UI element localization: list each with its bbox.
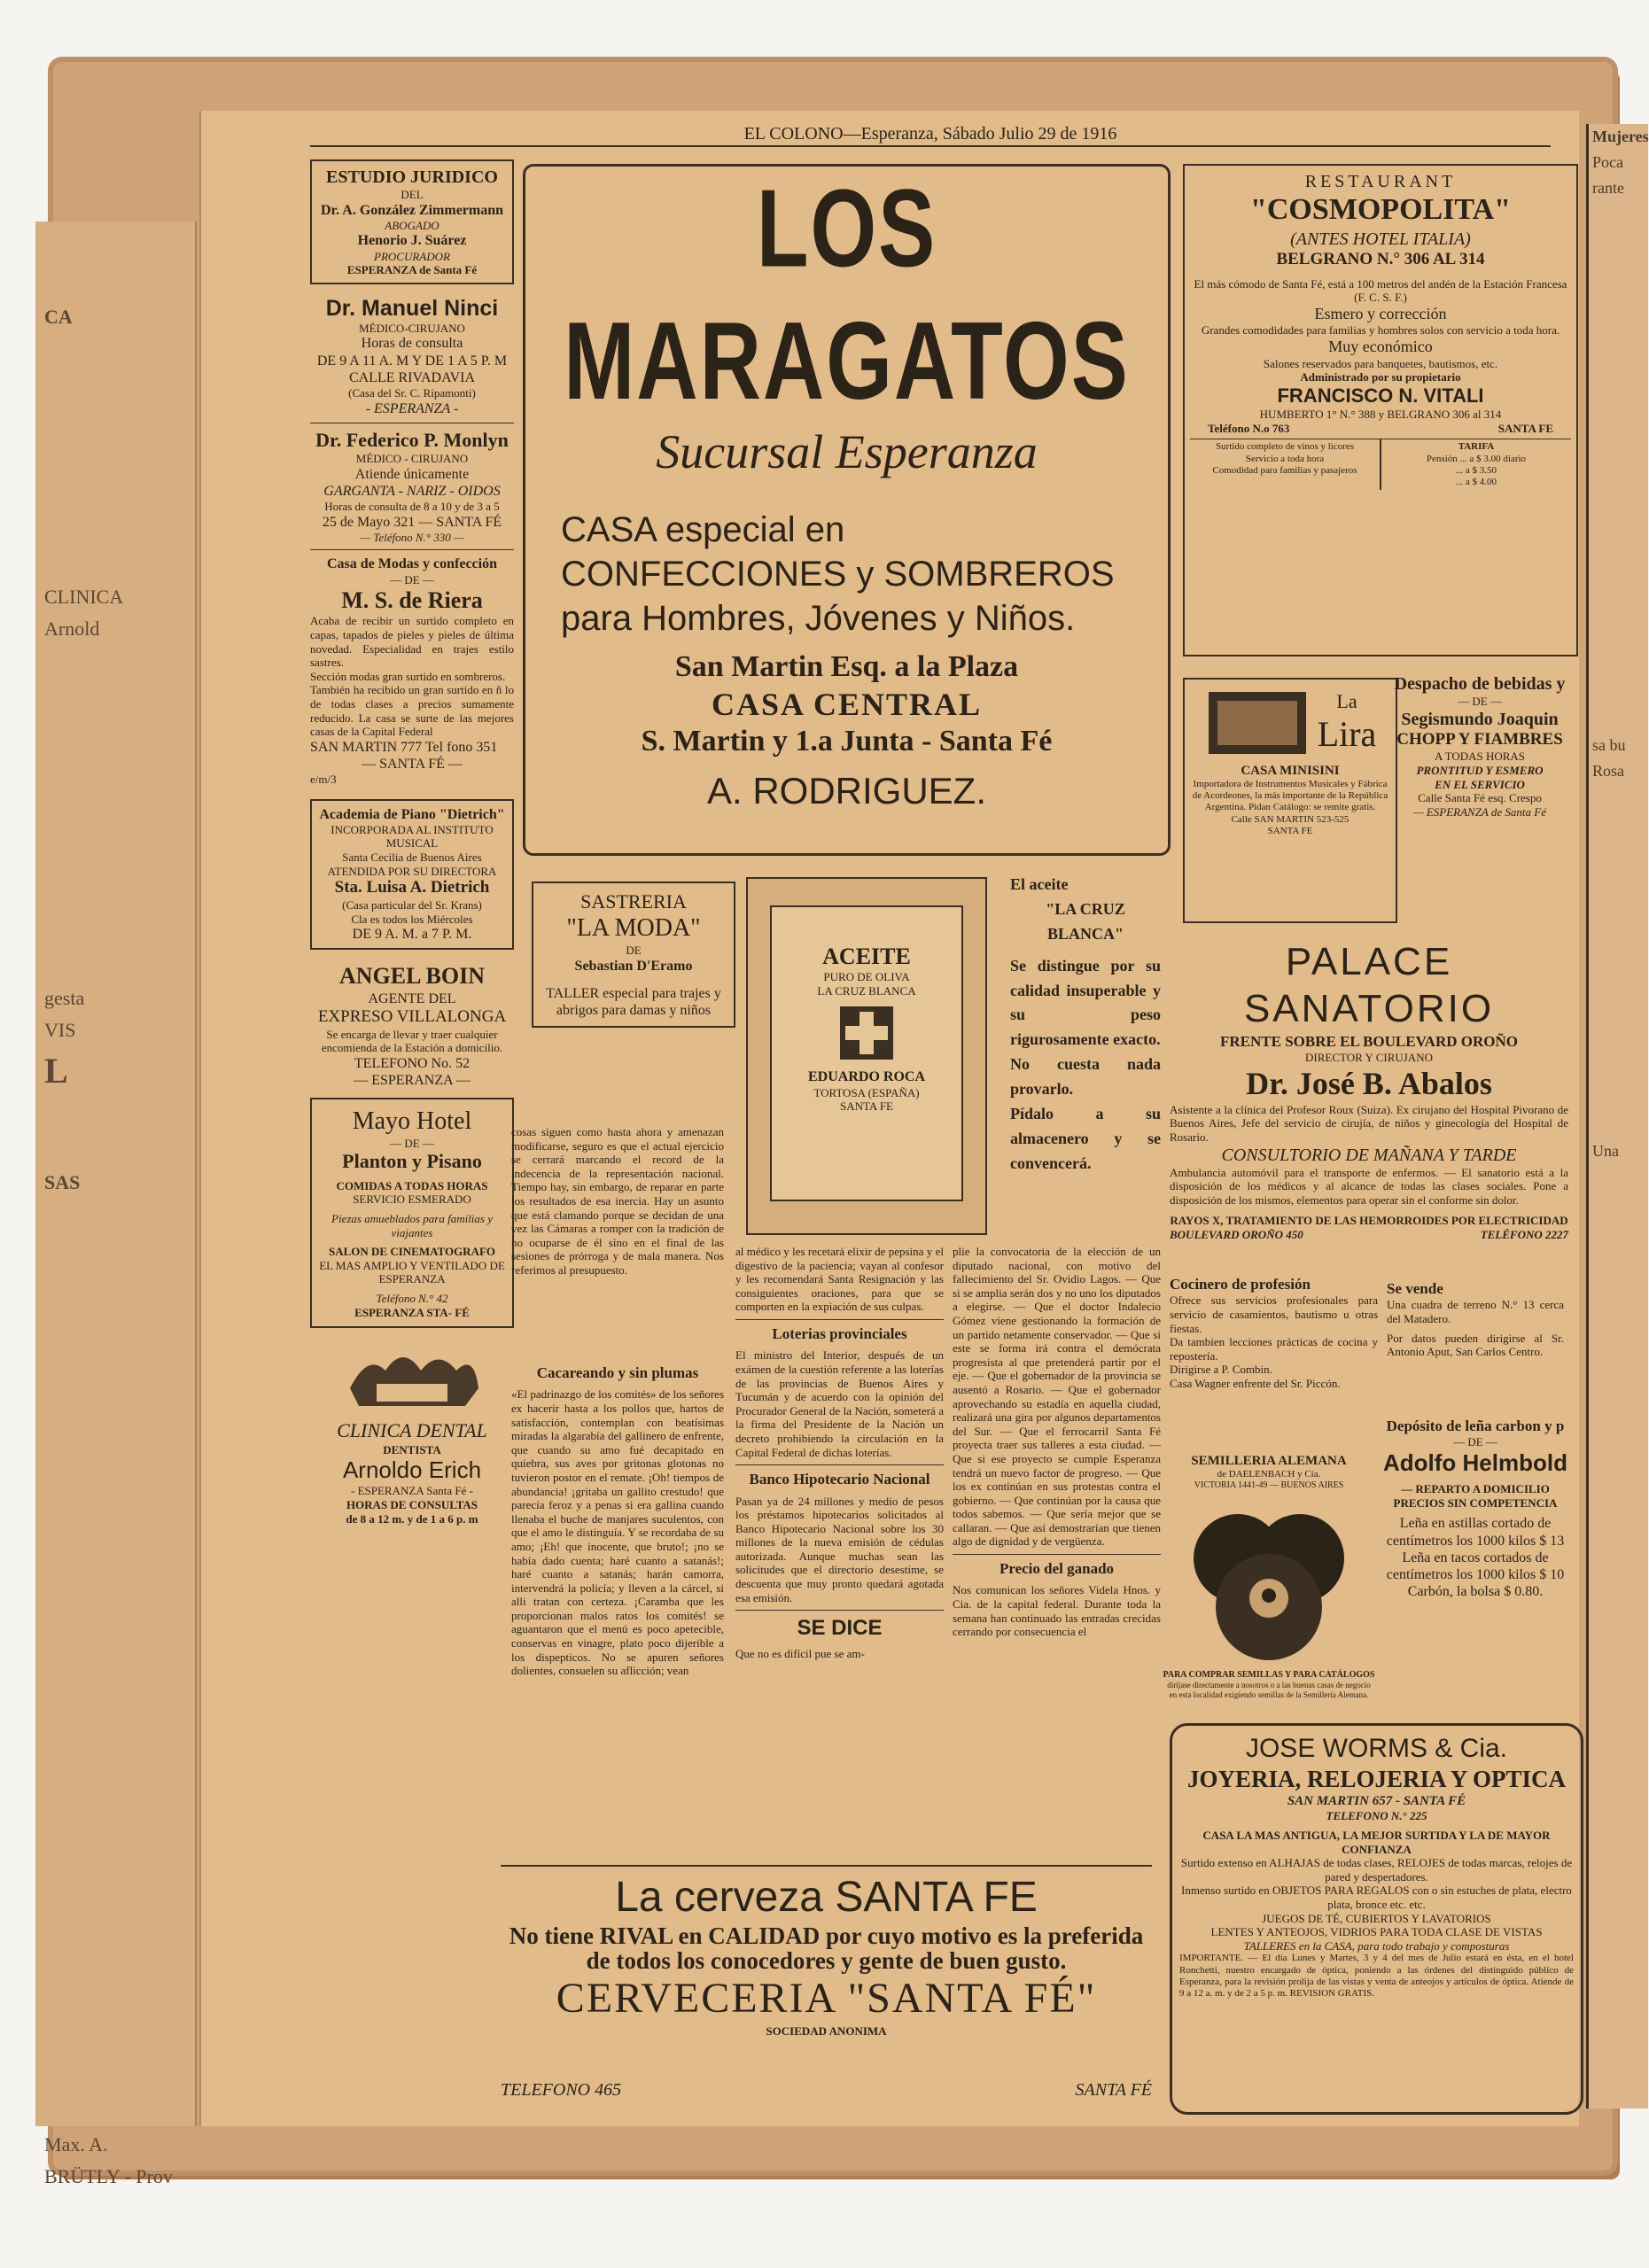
ad-text: Asistente a la clínica del Profesor Roux (Suiza). Ex cirujano del Hospital Pivorano de Buenos Aires, Jefe del servicio de cirujía, de niños y ginecología del Hospital de Rosario.: [1170, 1102, 1568, 1144]
ad-text: de 8 a 12 m. y de 1 a 6 p. m: [346, 1511, 478, 1526]
ad-name: Sebastian D'Eramo: [574, 958, 693, 974]
ad-text: SALON DE CINEMATOGRAFO: [328, 1245, 496, 1259]
ghost-text: VIS: [44, 1018, 76, 1041]
ad-text: Surtido extenso en ALHAJAS de todas clases, RELOJES de todas marcas, relojes de pared y despertadores.: [1180, 1856, 1573, 1884]
ad-jose-worms: [1170, 1723, 1583, 2115]
ad-name: PALACE SANATORIO: [1243, 940, 1495, 1030]
pansy-flower-icon: [1185, 1496, 1353, 1665]
ad-text: A. RODRIGUEZ.: [706, 769, 987, 812]
ad-semilleria-alemana: [1163, 1453, 1375, 1700]
ad-name: Planton y Pisano: [342, 1150, 482, 1173]
ad-text: COMIDAS A TODAS HORAS: [336, 1178, 488, 1192]
ad-text: TELÉFONO 2227: [1480, 1227, 1568, 1241]
palace-footer: [1170, 1228, 1568, 1242]
ad-text: ... a $ 3.50: [1455, 464, 1497, 476]
ad-name: "COSMOPOLITA": [1249, 193, 1512, 226]
ad-title: Despacho de bebidas y: [1394, 674, 1566, 694]
ad-text: — REPARTO A DOMICILIO: [1401, 1482, 1550, 1496]
ad-text: ABOGADO: [385, 218, 439, 232]
can-label: SANTA FE: [840, 1099, 893, 1114]
ad-name: Mayo Hotel: [352, 1107, 472, 1136]
ad-title: CLINICA DENTAL: [337, 1419, 487, 1442]
ghost-text: Max. A.: [44, 2133, 108, 2156]
oil-can-illustration: [770, 905, 963, 1201]
ad-text: SANTA FE: [1497, 421, 1553, 435]
ad-text: — DE —: [1453, 1435, 1497, 1449]
ad-text: centímetros los 1000 kilos $ 10: [1386, 1566, 1565, 1582]
ad-text: Santa Cecilia de Buenos Aires: [342, 850, 482, 865]
article-text: Nos comunican los señores Videla Hnos. y Cia. de la capital federal. Durante toda la semana han continuado las entradas crecidas cerrando por consecuencia el: [953, 1583, 1161, 1639]
ghost-text: rante: [1592, 179, 1624, 197]
ad-text: centímetros los 1000 kilos $ 13: [1386, 1533, 1565, 1549]
ad-text: SERVICIO ESMERADO: [353, 1192, 471, 1207]
ad-text: DEL: [401, 188, 424, 201]
ad-text: También ha recibido un gran surtido en ñ lo de todas clases a precios sumamente reducido. La casa se surte de las mejores casas de la Capital Federal: [310, 683, 514, 739]
ad-text: CONSULTORIO DE MAÑANA Y TARDE: [1221, 1145, 1517, 1165]
ad-text: IMPORTANTE. — El día Lunes y Martes, 3 y 4 del mes de Julio estará en ésta, en el hotel Ronchetti, nuestro encargado de óptica, poniendo a las órdenes del distinguido público de Esperanza, para la revisión prolija de las vistas y venta de anteojos y artículos de óptica. Atiende de 9 a 12 a. m. y de 2 a 5 p. m. REVISION GRATIS.: [1179, 1953, 1574, 1999]
ad-despacho-bebidas: [1391, 673, 1568, 819]
ad-text: Pensión ... a $ 3.00 diario: [1426, 453, 1527, 464]
ad-text: SANTA FÉ: [1075, 2080, 1152, 2100]
ad-text: Dirigirse a P. Combin.: [1170, 1363, 1272, 1377]
ad-text: Atiende únicamente: [354, 466, 470, 482]
ad-text: S. Martin y 1.a Junta - Santa Fé: [641, 725, 1053, 758]
ghost-text: BRÜTLY - Prov: [44, 2165, 173, 2188]
divider: [735, 1610, 944, 1611]
ad-name: Dr. Manuel Ninci: [325, 295, 499, 321]
article-se-dice-continued: [953, 1245, 1161, 1639]
ad-text: EN EL SERVICIO: [1435, 777, 1525, 791]
ad-text: San Martin Esq. a la Plaza: [674, 650, 1019, 684]
ad-title: Se vende: [1387, 1280, 1443, 1297]
ad-text: FRENTE SOBRE EL BOULEVARD OROÑO: [1220, 1032, 1518, 1050]
ghost-text: Poca: [1592, 153, 1623, 171]
ad-subheadline: Sucursal Esperanza: [656, 425, 1038, 479]
ad-text: CASA CENTRAL: [711, 686, 983, 722]
article-text: cosas siguen como hasta ahora y amenazan modificarse, seguro es que el actual ejercicio se cerrará marcando el record de la indecencia de la representación nacional. Tiempo hay, sin embargo, de reparar en parte los resultados de esa inercia. Hay un asunto que está clamando porque se decidan de una vez las Cámaras a romper con la tradición de no ocuparse de él sino en el final de las sesiones de prórroga y de mala manera. Nos referimos al presupuesto.: [511, 1125, 724, 1277]
ad-text: JUEGOS DE TÉ, CUBIERTOS Y LAVATORIOS: [1262, 1911, 1491, 1925]
ad-name: ANGEL BOIN: [339, 963, 485, 990]
ad-ninci: [310, 295, 514, 417]
divider: [953, 1554, 1161, 1555]
ad-name: FRANCISCO N. VITALI: [1277, 384, 1484, 407]
ad-text: ATENDIDA POR SU DIRECTORA: [327, 864, 497, 878]
ad-sastreria: [532, 882, 735, 1028]
ad-text: — ESPERANZA —: [354, 1072, 471, 1088]
ad-text: Grandes comodidades para familias y hombres solos con servicio a toda hora.: [1201, 323, 1560, 338]
ad-cerveza-santa-fe: [501, 1865, 1152, 2106]
ad-name: Henorio J. Suárez: [357, 233, 467, 249]
article-text: Pasan ya de 24 millones y medio de pesos los préstamos hipotecarios solicitados al Banco Hipotecario Nacional sobre los 30 millones de la nueva emisión de cédulas autorizada. Aunque muchas sean las solicitudes que el directorio desestime, se descuenta que muy pronto quedará agotada esa emisión.: [735, 1494, 944, 1604]
ad-name: Lira: [1317, 714, 1377, 755]
ad-text: INCORPORADA AL INSTITUTO MUSICAL: [331, 822, 494, 850]
ad-text: Acaba de recibir un surtido completo en capas, tapados de pieles y pieles de última novedad. Especialidad en trajes estilo sastres.: [310, 614, 514, 670]
ad-text: (Casa particular del Sr. Krans): [342, 898, 482, 913]
ad-text: SANTA FE: [1267, 825, 1313, 836]
ad-text: CALLE RIVADAVIA: [348, 369, 476, 385]
ad-text: TELEFONO 465: [501, 2080, 622, 2100]
can-label: LA CRUZ BLANCA: [817, 983, 916, 998]
article-title: SE DICE: [797, 1616, 883, 1641]
divider: [735, 1464, 944, 1465]
ad-headline: La cerveza SANTA FE: [615, 1874, 1038, 1921]
ad-name: JOYERIA, RELOJERIA Y OPTICA: [1186, 1766, 1567, 1792]
ghost-text: Arnold: [44, 617, 100, 641]
ad-text: Calle Santa Fé esq. Crespo: [1418, 791, 1542, 805]
ad-text: - ESPERANZA -: [365, 400, 459, 416]
ad-title: Depósito de leña carbon y p: [1386, 1418, 1565, 1434]
ad-mayo-hotel: [310, 1098, 514, 1328]
ghost-text: CA: [44, 306, 73, 328]
ad-text: Sección modas gran surtido en sombreros.: [310, 669, 506, 683]
lira-header: [1188, 683, 1392, 763]
ad-text: Ofrece sus servicios profesionales para servicio de casamientos, bautismo u otras fiestas.: [1170, 1293, 1378, 1335]
ad-text: Una cuadra de terreno N.° 13 cerca del Matadero.: [1387, 1298, 1564, 1325]
ad-text: Importadora de Instrumentos Musicales y Fábrica de Acordeones, la más importante de la República Argentina. Pidan Catálogo: se remite gratis.: [1192, 779, 1388, 813]
ghost-text: CLINICA: [44, 586, 124, 609]
ad-text: RESTAURANT: [1304, 172, 1457, 191]
ad-text: — SANTA FÉ —: [362, 756, 463, 772]
ad-name: "LA CRUZ BLANCA": [1046, 899, 1125, 943]
ad-text: Por datos pueden dirigirse al Sr. Antonio Aput, San Carlos Centro.: [1387, 1331, 1564, 1359]
ad-aceite-text: [1010, 873, 1161, 1177]
ad-name: Dr. Federico P. Monlyn: [315, 428, 509, 451]
ad-text: La: [1336, 689, 1357, 712]
article-title: Precio del ganado: [999, 1560, 1115, 1578]
ad-text: EL MAS AMPLIO Y VENTILADO DE ESPERANZA: [319, 1258, 505, 1286]
ad-name: Adolfo Helmbold: [1383, 1449, 1567, 1476]
ad-text: PROCURADOR: [374, 249, 450, 263]
ad-text: Teléfono N.° 42: [376, 1291, 448, 1305]
ad-text: Ambulancia automóvil para el transporte de enfermos. — El sanatorio está a la disposición de los médicos y al alcance de todas las clases sociales. Pone a disposición de los mismos, elementos para operar sin el conforme sin dolor.: [1170, 1165, 1568, 1207]
ad-name: JOSE WORMS & Cia.: [1245, 1734, 1508, 1763]
ad-title: SASTRERIA: [580, 890, 687, 913]
ad-text: (ANTES HOTEL ITALIA): [1290, 229, 1471, 249]
dental-illustration-icon: [332, 1335, 492, 1415]
article-title: Loterias provinciales: [772, 1324, 907, 1342]
ad-los-maragatos: [523, 164, 1171, 856]
ad-text: ESPERANZA de Santa Fé: [346, 263, 478, 277]
ad-text: — Teléfono N.° 330 —: [360, 530, 464, 544]
ad-text: HUMBERTO 1° N.° 388 y BELGRANO 306 al 314: [1259, 408, 1502, 422]
ad-palace-sanatorio: [1170, 939, 1568, 1242]
ghost-text: Rosa: [1592, 762, 1624, 780]
can-label: TORTOSA (ESPAÑA): [813, 1085, 920, 1099]
ad-name: "LA MODA": [566, 914, 701, 943]
can-label: PURO DE OLIVA: [823, 970, 910, 984]
ad-text: Administrado por su propietario: [1300, 370, 1461, 384]
ad-text: Calle SAN MARTIN 523-525: [1231, 813, 1350, 825]
ad-text: DIRECTOR Y CIRUJANO: [1305, 1050, 1433, 1064]
ad-name: M. S. de Riera: [341, 587, 483, 614]
ad-clinica-dental: [310, 1335, 514, 1526]
ad-boin: [310, 962, 514, 1089]
ad-deposito-lena: [1382, 1418, 1568, 1600]
ad-text: PARA COMPRAR SEMILLAS Y PARA CATÁLOGOS: [1163, 1670, 1375, 1681]
next-page-edge: [1586, 124, 1648, 2109]
ad-text: — DE —: [1458, 695, 1502, 708]
ad-title: Casa de Modas y confección: [327, 556, 497, 572]
article-title: Cacareando y sin plumas: [536, 1364, 699, 1381]
ad-text: Pídalo a su almacenero y se convencerá.: [1010, 1105, 1161, 1172]
article-text: plie la convocatoria de la elección de un diputado nacional, con motivo del fallecimiento del Sr. Ovidio Lagos. — Que si se amplia serán dos y no uno los diputados a elegirse. — Que el doctor Indalecio Gómez viene gestionando la formación de un partido netamente conservador. — Que si este se forma irá contra el demócrata progresista al que pretenderá partir por el eje. — Que el gobernador de la provincia se ausentó a Rosario. — Que el gobernador aprovechando su estadía en aquella ciudad, realizará una gira por algunos departamentos del Sur. — Que el ferrocarril Santa Fé proyecta traer sus talleres a esta ciudad. — Que si ese proyecto se cumple Esperanza tendrá un nuevo factor de progreso. — Que los ex continúan en sus protestas contra el gobierno. — Que continúan por la causa que todos sabemos. — Que sería mejor que se callaran. — Que así demostrarían que tienen algo de dignidad y de vergüenza.: [953, 1245, 1161, 1549]
ad-text: de DAELENBACH y Cía.: [1217, 1469, 1321, 1480]
ad-text: TALLER especial para trajes y abrigos para damas y niños: [546, 985, 721, 1018]
ad-text: TALLERES en la CASA, para todo trabajo y composturas: [1243, 1938, 1510, 1953]
divider: [310, 549, 514, 550]
article-text: Que no es difícil pue se am-: [735, 1647, 865, 1661]
ad-text: SAN MARTIN 657 - SANTA FÉ: [1287, 1794, 1466, 1809]
ad-text: Comodidad para familias y pasajeros: [1212, 464, 1357, 476]
ad-text: El aceite: [1010, 875, 1069, 893]
article-presupuesto: [511, 1125, 724, 1278]
ad-text: Muy económico: [1328, 337, 1433, 355]
ad-academia: [310, 799, 514, 951]
article-column-middle: [735, 1245, 944, 1661]
ghost-text: SAS: [44, 1170, 81, 1193]
ad-restaurant-cosmopolita: [1183, 164, 1578, 656]
ad-text: Da tambien lecciones prácticas de cocina y repostería.: [1170, 1335, 1378, 1363]
tarifa-right: [1381, 439, 1571, 490]
ad-riera: [310, 555, 514, 786]
ad-text: (Casa del Sr. C. Ripamonti): [348, 385, 476, 400]
ad-text: DE 9 A 11 A. M Y DE 1 A 5 P. M: [316, 353, 508, 369]
ad-text: - ESPERANZA Santa Fé -: [351, 1484, 473, 1498]
tarifa-table: [1190, 439, 1571, 490]
ad-se-vende: [1387, 1280, 1564, 1359]
ad-cocinero: [1170, 1276, 1378, 1391]
article-text: al médico y les recetará elixir de pepsina y el digestivo de la paciencia; vayan al confesor y les recomendará Santa Resignación y las consiguientes oraciones, para que se comporten en la expiación de sus culpas.: [735, 1245, 944, 1314]
ad-name: Sta. Luisa A. Dietrich: [334, 878, 490, 897]
ad-text: TELEFONO N.° 225: [1326, 1809, 1427, 1823]
ad-text: Carbón, la bolsa $ 0.80.: [1407, 1584, 1544, 1600]
ad-text: CASA MINISINI: [1241, 764, 1340, 778]
column-left: [310, 159, 514, 1526]
ad-name: Dr. A. González Zimmermann: [320, 202, 504, 218]
ad-title: Academia de Piano "Dietrich": [319, 806, 505, 822]
ad-text: RAYOS X, TRATAMIENTO DE LAS HEMORROIDES POR ELECTRICIDAD: [1170, 1214, 1568, 1228]
ad-text: CASA especial en CONFECCIONES y SOMBREROS para Hombres, Jóvenes y Niños.: [561, 510, 1115, 639]
accordion-icon: [1204, 683, 1311, 763]
ghost-text: Una: [1592, 1142, 1619, 1160]
ad-text: HORAS DE CONSULTAS: [346, 1498, 478, 1512]
ad-text: Se distingue por su calidad insuperable y su peso rigurosamente exacto.: [1010, 956, 1161, 1049]
ad-text: AGENTE DEL: [368, 990, 456, 1006]
can-label: ACEITE: [822, 944, 911, 969]
ad-text: Teléfono N.o 763: [1208, 421, 1290, 435]
divider: [735, 1319, 944, 1320]
ad-text: A TODAS HORAS: [1434, 750, 1526, 764]
article-title: Banco Hipotecario Nacional: [749, 1471, 930, 1488]
ghost-text: Mujeres: [1592, 128, 1649, 145]
previous-page-edge: [35, 221, 197, 2188]
ad-text: Servicio a toda hora: [1245, 453, 1325, 464]
white-cross-icon: [840, 1006, 893, 1060]
ad-text: Leña en astillas cortado de: [1399, 1516, 1552, 1532]
ghost-text: sa bu: [1592, 736, 1626, 754]
ad-text: Horas de consulta: [361, 336, 463, 352]
ad-text: Cla es todos los Miércoles: [351, 912, 473, 926]
ad-text: CASA LA MAS ANTIGUA, LA MEJOR SURTIDA Y LA DE MAYOR CONFIANZA: [1202, 1828, 1551, 1856]
can-label: EDUARDO ROCA: [808, 1069, 925, 1085]
ad-text: MÉDICO-CIRUJANO: [359, 321, 465, 335]
ad-text: EXPRESO VILLALONGA: [317, 1006, 507, 1026]
ad-name: Arnoldo Erich: [342, 1456, 482, 1484]
ad-text: TARIFA: [1458, 441, 1495, 453]
ad-la-lira: [1183, 678, 1397, 923]
tarifa-left: [1190, 439, 1381, 490]
ad-title: Cocinero de profesión: [1170, 1276, 1311, 1293]
ad-text: PRONTITUD Y ESMERO: [1416, 763, 1544, 777]
ad-text: Se encarga de llevar y traer cualquier encomienda de la Estación a domicilio.: [321, 1027, 503, 1055]
page-header: EL COLONO—Esperanza, Sábado Julio 29 de 1916: [310, 124, 1551, 147]
ad-text: SAN MARTIN 777 Tel fono 351: [310, 739, 498, 755]
ad-text: LENTES Y ANTEOJOS, VIDRIOS PARA TODA CLASE DE VISTAS: [1210, 1925, 1543, 1939]
ad-name: Dr. José B. Abalos: [1246, 1065, 1492, 1101]
ad-text: No cuesta nada provarlo.: [1010, 1055, 1161, 1099]
ad-title: ESTUDIO JURIDICO: [326, 167, 498, 187]
ad-text: Salones reservados para banquetes, bautismos, etc.: [1263, 356, 1498, 370]
ad-text: — ESPERANZA de Santa Fé: [1413, 804, 1546, 819]
ad-text: BELGRANO N.° 306 AL 314: [1276, 249, 1485, 268]
ad-text: TELEFONO No. 52: [354, 1055, 471, 1071]
ad-name: SEMILLERIA ALEMANA: [1191, 1454, 1347, 1468]
ad-text: — DE —: [390, 1136, 434, 1150]
ad-text: diríjase directamente a nosotros o a las buenas casas de negocio en esta localidad exigiendo semillas de la Semillería Alemana.: [1167, 1681, 1371, 1699]
ad-text: Surtido completo de vinos y licores: [1215, 441, 1355, 453]
ad-text: Inmenso surtido en OBJETOS PARA REGALOS con o sin estuches de plata, electro plata, bronce etc. etc.: [1181, 1884, 1572, 1911]
ad-text: CHOPP Y FIAMBRES: [1396, 729, 1563, 749]
ad-text: DE 9 A. M. a 7 P. M.: [352, 927, 472, 943]
ad-text: MÉDICO - CIRUJANO: [355, 452, 469, 466]
article-cacareando: [511, 1364, 724, 1678]
ad-headline: LOS MARAGATOS: [564, 167, 1130, 423]
ad-monlyn: [310, 429, 514, 545]
ad-name: CERVECERIA "SANTA FÉ": [556, 1975, 1097, 2023]
ad-estudio-juridico: [310, 159, 514, 284]
ad-aceite-image: [746, 877, 987, 1235]
ad-text: 25 de Mayo 321 — SANTA FÉ: [322, 514, 502, 530]
ad-text: DENTISTA: [383, 1442, 441, 1456]
ad-text: No tiene RIVAL en CALIDAD por cuyo motivo es la preferida de todos los conocedores y gente de buen gusto.: [509, 1922, 1144, 1974]
ghost-text: L: [44, 1050, 68, 1091]
ad-text: Esmero y corrección: [1314, 304, 1447, 322]
article-text: El ministro del Interior, después de un exámen de la cuestión referente a las loterías de las provincias de Buenos Aires y Tucumán y de acuerdo con la opinión del Procurador General de la Nación, someterá a la firma del Presidente de la Nación un decreto prohibiendo la circulación en la Capital Federal de dichas loterías.: [735, 1348, 944, 1459]
ghost-text: gesta: [44, 986, 85, 1009]
ad-text: GARGANTA - NARIZ - OIDOS: [323, 483, 501, 499]
ad-text: El más cómodo de Santa Fé, está a 100 metros del andén de la Estación Francesa (F. C. S. F.): [1194, 276, 1567, 305]
ad-text: Leña en tacos cortados de: [1402, 1550, 1549, 1565]
article-text: «El padrinazgo de los comités» de los señores ex hacerir hasta a los pollos que, hartos de satisfacción, contemplan con beatísimas miradas la algarabía del gallinero de enfrente, que cuando su amo fué decapitado en quiebra, sus aves por gritonas glotonas no tuvieron postor en el remate. ¡Oh! tiempos de abundancia! ¡gritaba un gallito crestudo! que parecía feroz y a penas si era gallina cuando llenaba el buche de manjares suculentos, con que el amo le distinguía. Y se recordaba de su amo; ¡Eh! que inocente, que bruto!; ¡no se había dado cuenta; haré cuanto a satanás!; haré cuanto a satanás; harán camorra, intervendrá la policía; y lleven a la cárcel, si alli tratan con certeza. ¡Caramba que les proporcionan malos ratos los comités! se aguantaron que el menú es poco apetecible, conservas en vinagre, plato poco dijerible a los dispepticos. No se apuren señores dolientes, consuelen su aflicción; vean: [511, 1387, 724, 1678]
ad-text: — DE —: [390, 572, 434, 586]
ad-name: Segismundo Joaquin: [1401, 709, 1559, 729]
ad-text: ... a $ 4.00: [1455, 476, 1497, 487]
lira-title: [1318, 690, 1377, 756]
ad-text: DE: [626, 943, 642, 957]
ad-text: e/m/3: [310, 773, 337, 787]
ad-text: BOULEVARD OROÑO 450: [1170, 1227, 1303, 1241]
phone-row: [1190, 422, 1571, 436]
ad-text: VICTORIA 1441-49 — BUENOS AIRES: [1194, 1480, 1344, 1491]
ad-text: SOCIEDAD ANONIMA: [766, 2023, 887, 2038]
ad-text: Casa Wagner enfrente del Sr. Piccón.: [1170, 1376, 1341, 1390]
ad-text: Piezas amueblados para familias y viajantes: [331, 1211, 493, 1239]
ad-text: ESPERANZA STA- FÉ: [354, 1305, 470, 1319]
ad-text: PRECIOS SIN COMPETENCIA: [1393, 1495, 1558, 1510]
ad-text: Horas de consulta de 8 a 10 y de 3 a 5: [324, 500, 500, 514]
